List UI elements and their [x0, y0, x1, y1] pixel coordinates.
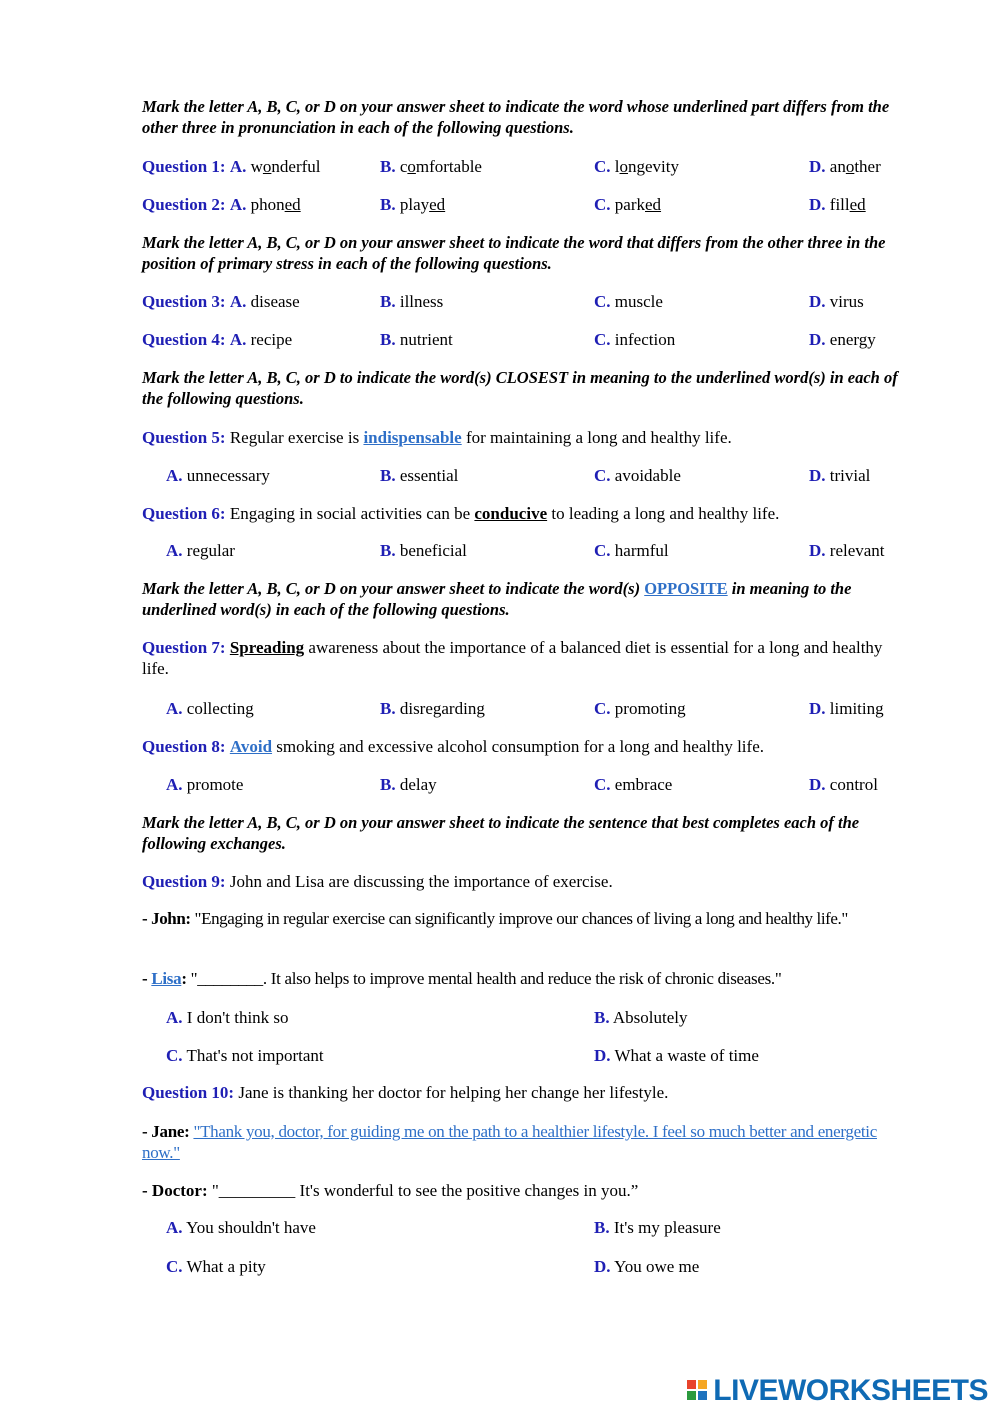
option-letter: D.	[809, 330, 826, 349]
question-label: Question 5:	[142, 428, 226, 447]
option-letter: B.	[380, 157, 396, 176]
question-label: Question 10:	[142, 1083, 235, 1102]
option-letter: A.	[166, 699, 183, 718]
question-6-stem	[142, 503, 912, 524]
option-letter: A.	[166, 1008, 183, 1027]
option-letter: A.	[166, 775, 183, 794]
target-word: Spreading	[229, 638, 305, 657]
option-c[interactable]: embrace	[614, 775, 673, 794]
speaker-jane: - Jane:	[142, 1122, 190, 1141]
option-a[interactable]: unnecessary	[186, 466, 270, 485]
option-letter: B.	[380, 541, 396, 560]
option-b[interactable]: It's my pleasure	[613, 1218, 721, 1237]
opposite-link[interactable]: OPPOSITE	[644, 579, 728, 598]
option-d[interactable]: another	[829, 157, 881, 176]
dialogue-line-lisa	[142, 968, 906, 989]
dialogue-text: "_________ It's wonderful to see the positive changes in you.”	[211, 1181, 639, 1200]
speaker-john: - John:	[142, 909, 191, 928]
stem-text: John and Lisa are discussing the importance of exercise.	[229, 872, 613, 891]
option-letter: D.	[809, 157, 826, 176]
question-label: Question 2:	[142, 195, 226, 214]
option-letter: D.	[809, 775, 826, 794]
option-letter: A.	[166, 466, 183, 485]
question-8-stem	[142, 736, 912, 757]
option-c[interactable]: harmful	[614, 541, 669, 560]
option-b[interactable]: nutrient	[399, 330, 453, 349]
option-letter: A.	[229, 330, 247, 349]
option-letter: B.	[380, 292, 396, 311]
option-d[interactable]: filled	[829, 195, 866, 214]
option-letter: B.	[594, 1218, 610, 1237]
option-d[interactable]: control	[829, 775, 878, 794]
option-letter: A.	[229, 292, 247, 311]
option-letter: C.	[594, 292, 611, 311]
question-label: Question 9:	[142, 872, 226, 891]
speaker-doctor: - Doctor:	[142, 1181, 208, 1200]
question-label: Question 1:	[142, 157, 226, 176]
option-letter: A.	[229, 195, 247, 214]
instruction-text: in meaning to the underlined word(s) in each of the following questions.	[142, 579, 852, 619]
option-d[interactable]: relevant	[829, 541, 885, 560]
option-b[interactable]: delay	[399, 775, 437, 794]
dialogue-line-john	[142, 908, 906, 929]
target-word[interactable]: indispensable	[363, 428, 462, 447]
option-a[interactable]: I don't think so	[186, 1008, 289, 1027]
option-letter: C.	[594, 699, 611, 718]
option-letter: C.	[594, 157, 611, 176]
option-a[interactable]: promote	[186, 775, 244, 794]
option-letter: B.	[380, 466, 396, 485]
option-letter: C.	[594, 541, 611, 560]
stem-text: awareness about the importance of a balanced diet is essential for a long and healthy life.	[142, 638, 883, 678]
option-letter: D.	[809, 195, 826, 214]
option-c[interactable]: What a pity	[186, 1257, 266, 1276]
dash: -	[142, 969, 148, 988]
question-10-stem	[142, 1082, 912, 1103]
jane-quote-link[interactable]: "Thank you, doctor, for guiding me on the path to a healthier lifestyle. I feel so much better and energetic now."	[142, 1122, 877, 1162]
option-c[interactable]: infection	[614, 330, 676, 349]
option-a[interactable]: recipe	[250, 330, 293, 349]
option-letter: B.	[594, 1008, 610, 1027]
option-letter: D.	[594, 1046, 611, 1065]
stem-text: for maintaining a long and healthy life.	[465, 428, 732, 447]
option-d[interactable]: limiting	[829, 699, 884, 718]
liveworksheets-logo[interactable]	[687, 1376, 988, 1406]
option-a[interactable]: disease	[250, 292, 300, 311]
option-b[interactable]: comfortable	[399, 157, 482, 176]
option-b[interactable]: Absolutely	[612, 1008, 688, 1027]
option-b[interactable]: essential	[399, 466, 459, 485]
instruction-closest: Mark the letter A, B, C, or D to indicate the word(s) CLOSEST in meaning to the underlined word(s) in each of the following questions.	[142, 368, 898, 408]
dialogue-line-doctor	[142, 1180, 912, 1201]
logo-text: LIVEWORKSHEETS	[713, 1374, 988, 1407]
option-c[interactable]: muscle	[614, 292, 663, 311]
stem-text: Jane is thanking her doctor for helping her change her lifestyle.	[238, 1083, 669, 1102]
option-c[interactable]: That's not important	[186, 1046, 324, 1065]
target-word: conducive	[474, 504, 548, 523]
question-7-stem	[142, 637, 906, 679]
instruction-pronunciation: Mark the letter A, B, C, or D on your answer sheet to indicate the word whose underlined part differs from the other three in pronunciation in each of the following questions.	[142, 97, 890, 137]
question-5-stem	[142, 427, 912, 448]
option-letter: C.	[594, 330, 611, 349]
speaker-lisa[interactable]: Lisa	[151, 969, 182, 988]
option-letter: D.	[809, 541, 826, 560]
option-a[interactable]: regular	[186, 541, 235, 560]
option-a[interactable]: You shouldn't have	[186, 1218, 316, 1237]
option-letter: D.	[809, 292, 826, 311]
option-d[interactable]: energy	[829, 330, 876, 349]
question-label: Question 3:	[142, 292, 226, 311]
instruction-stress: Mark the letter A, B, C, or D on your answer sheet to indicate the word that differs from the other three in the position of primary stress in each of the following questions.	[142, 233, 886, 273]
dialogue-text: "Engaging in regular exercise can significantly improve our chances of living a long and healthy life."	[194, 909, 848, 928]
option-b[interactable]: illness	[399, 292, 444, 311]
option-letter: D.	[809, 699, 826, 718]
dialogue-text: "________. It also helps to improve mental health and reduce the risk of chronic diseases."	[190, 969, 782, 988]
stem-text: to leading a long and healthy life.	[551, 504, 780, 523]
colon: :	[181, 969, 187, 988]
option-c[interactable]: parked	[614, 195, 662, 214]
option-letter: C.	[166, 1046, 183, 1065]
option-d[interactable]: trivial	[829, 466, 871, 485]
option-b[interactable]: played	[399, 195, 446, 214]
instruction-text: Mark the letter A, B, C, or D on your answer sheet to indicate the word(s)	[142, 579, 641, 598]
option-letter: C.	[166, 1257, 183, 1276]
instruction-opposite	[142, 578, 906, 620]
option-letter: C.	[594, 195, 611, 214]
question-label: Question 4:	[142, 330, 226, 349]
option-letter: C.	[594, 466, 611, 485]
option-letter: A.	[166, 1218, 183, 1237]
stem-text: Regular exercise is	[229, 428, 360, 447]
option-letter: A.	[166, 541, 183, 560]
question-label: Question 8:	[142, 737, 226, 756]
option-letter: B.	[380, 775, 396, 794]
option-letter: B.	[380, 699, 396, 718]
question-label: Question 7:	[142, 638, 226, 657]
option-d[interactable]: virus	[829, 292, 864, 311]
question-label: Question 6:	[142, 504, 226, 523]
option-a[interactable]: collecting	[186, 699, 254, 718]
instruction-exchanges: Mark the letter A, B, C, or D on your answer sheet to indicate the sentence that best completes each of the following exchanges.	[142, 813, 860, 853]
stem-text: smoking and excessive alcohol consumption for a long and healthy life.	[276, 737, 764, 756]
option-letter: B.	[380, 330, 396, 349]
option-letter: B.	[380, 195, 396, 214]
option-c[interactable]: avoidable	[614, 466, 681, 485]
option-letter: D.	[809, 466, 826, 485]
option-b[interactable]: disregarding	[399, 699, 485, 718]
option-letter: D.	[594, 1257, 611, 1276]
option-b[interactable]: beneficial	[399, 541, 467, 560]
option-d[interactable]: What a waste of time	[614, 1046, 759, 1065]
option-letter: C.	[594, 775, 611, 794]
stem-text: Engaging in social activities can be	[229, 504, 471, 523]
option-c[interactable]: longevity	[614, 157, 680, 176]
option-c[interactable]: promoting	[614, 699, 686, 718]
dialogue-line-jane	[142, 1121, 906, 1163]
logo-mark-icon	[687, 1380, 709, 1402]
target-word[interactable]: Avoid	[229, 737, 273, 756]
option-d[interactable]: You owe me	[614, 1257, 700, 1276]
option-a[interactable]: wonderful	[250, 157, 321, 176]
question-9-stem	[142, 871, 912, 892]
option-letter: A.	[229, 157, 247, 176]
option-a[interactable]: phoned	[250, 195, 301, 214]
